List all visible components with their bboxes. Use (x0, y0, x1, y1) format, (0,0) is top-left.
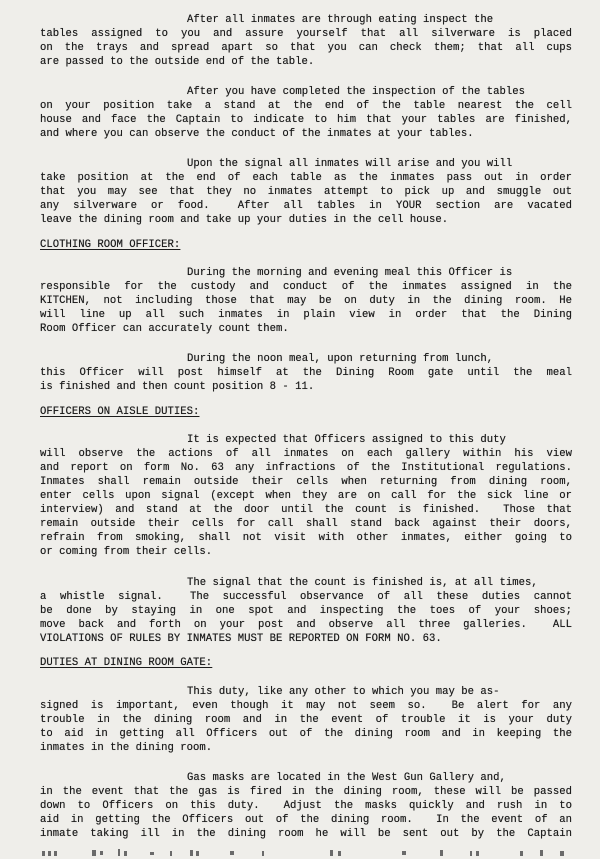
section-heading-clothing-room: CLOTHING ROOM OFFICER: (40, 239, 181, 251)
p4-line-3: KITCHEN, not including those that may be on duty in the dining room. He (40, 295, 572, 307)
p1-line-4: are passed to the outside end of the table. (40, 56, 315, 68)
p7-line-3: be done by staying in one spot and inspecting the toes of your shoes; (40, 605, 572, 617)
p7-line-5: VIOLATIONS OF RULES BY INMATES MUST BE REPORTED ON FORM NO. 63. (40, 633, 442, 645)
p4-line-4: will line up all such inmates in plain view in order that the Dining (40, 309, 572, 321)
p8-line-4: to aid in getting all Officers out of the dining room and in keeping the (40, 728, 572, 740)
p2-line-3: house and face the Captain to indicate to him that your tables are finished, (40, 114, 572, 126)
section-heading-dining-room-gate: DUTIES AT DINING ROOM GATE: (40, 657, 213, 669)
section-heading-aisle-duties: OFFICERS ON AISLE DUTIES: (40, 406, 200, 418)
p8-line-2: signed is important, even though it may not seem so. Be alert for any (40, 700, 572, 712)
p6-line-7: remain outside their cells for call shall stand back against their doors, (40, 518, 572, 530)
p7-line-2: a whistle signal. The successful observance of all these duties cannot (40, 591, 572, 603)
p1-line-2: tables assigned to you and assure yourself that all silverware is placed (40, 28, 572, 40)
p6-line-3: and report on form No. 63 any infractions of the Institutional regulations. (40, 462, 572, 474)
p6-line-1: It is expected that Officers assigned to this duty (187, 434, 506, 446)
p8-line-5: inmates in the dining room. (40, 742, 213, 754)
p5-line-3: is finished and then count position 8 - 11. (40, 381, 315, 393)
p9-line-5: inmate taking ill in the dining room he will be sent out by the Captain (40, 828, 572, 840)
p8-line-1: This duty, like any other to which you may be as- (187, 686, 500, 698)
p9-line-2: in the event that the gas is fired in the dining room, these will be passed (40, 786, 572, 798)
p4-line-5: Room Officer can accurately count them. (40, 323, 289, 335)
p2-line-4: and where you can observe the conduct of the inmates at your tables. (40, 128, 474, 140)
p3-line-1: Upon the signal all inmates will arise and you will (187, 158, 513, 170)
p9-line-4: aid in getting the Officers out of the dining room. In the event of an (40, 814, 572, 826)
p7-line-1: The signal that the count is finished is, at all times, (187, 577, 538, 589)
p3-line-5: leave the dining room and take up your duties in the cell house. (40, 214, 449, 226)
cut-off-text-fragments (0, 843, 600, 859)
p5-line-2: this Officer will post himself at the Dining Room gate until the meal (40, 367, 572, 379)
p6-line-9: or coming from their cells. (40, 546, 213, 558)
p3-line-2: take position at the end of each table as the inmates pass out in order (40, 172, 572, 184)
p6-line-8: refrain from smoking, shall not visit with other inmates, either going to (40, 532, 572, 544)
p4-line-1: During the morning and evening meal this Officer is (187, 267, 513, 279)
p6-line-4: Inmates shall remain outside their cells when returning from dining room, (40, 476, 572, 488)
p4-line-2: responsible for the custody and conduct of the inmates assigned in the (40, 281, 572, 293)
p1-line-3: on the trays and spread apart so that you can check them; that all cups (40, 42, 572, 54)
p9-line-3: down to Officers on this duty. Adjust the masks quickly and rush in to (40, 800, 572, 812)
p6-line-2: will observe the actions of all inmates on each gallery within his view (40, 448, 572, 460)
p3-line-4: any silverware or food. After all tables in YOUR section are vacated (40, 200, 572, 212)
p6-line-5: enter cells upon signal (except when they are on call for the sick line or (40, 490, 572, 502)
p1-line-1: After all inmates are through eating inspect the (187, 14, 494, 26)
p5-line-1: During the noon meal, upon returning from lunch, (187, 353, 494, 365)
p8-line-3: trouble in the dining room and in the event of trouble it is your duty (40, 714, 572, 726)
p9-line-1: Gas masks are located in the West Gun Gallery and, (187, 772, 506, 784)
p2-line-1: After you have completed the inspection of the tables (187, 86, 525, 98)
p7-line-4: move back and forth on your post and observe all three galleries. ALL (40, 619, 572, 631)
p2-line-2: on your position take a stand at the end of the table nearest the cell (40, 100, 572, 112)
p6-line-6: interview) and stand at the door until the count is finished. Those that (40, 504, 572, 516)
p3-line-3: that you may see that they no inmates attempt to pick up and smuggle out (40, 186, 572, 198)
